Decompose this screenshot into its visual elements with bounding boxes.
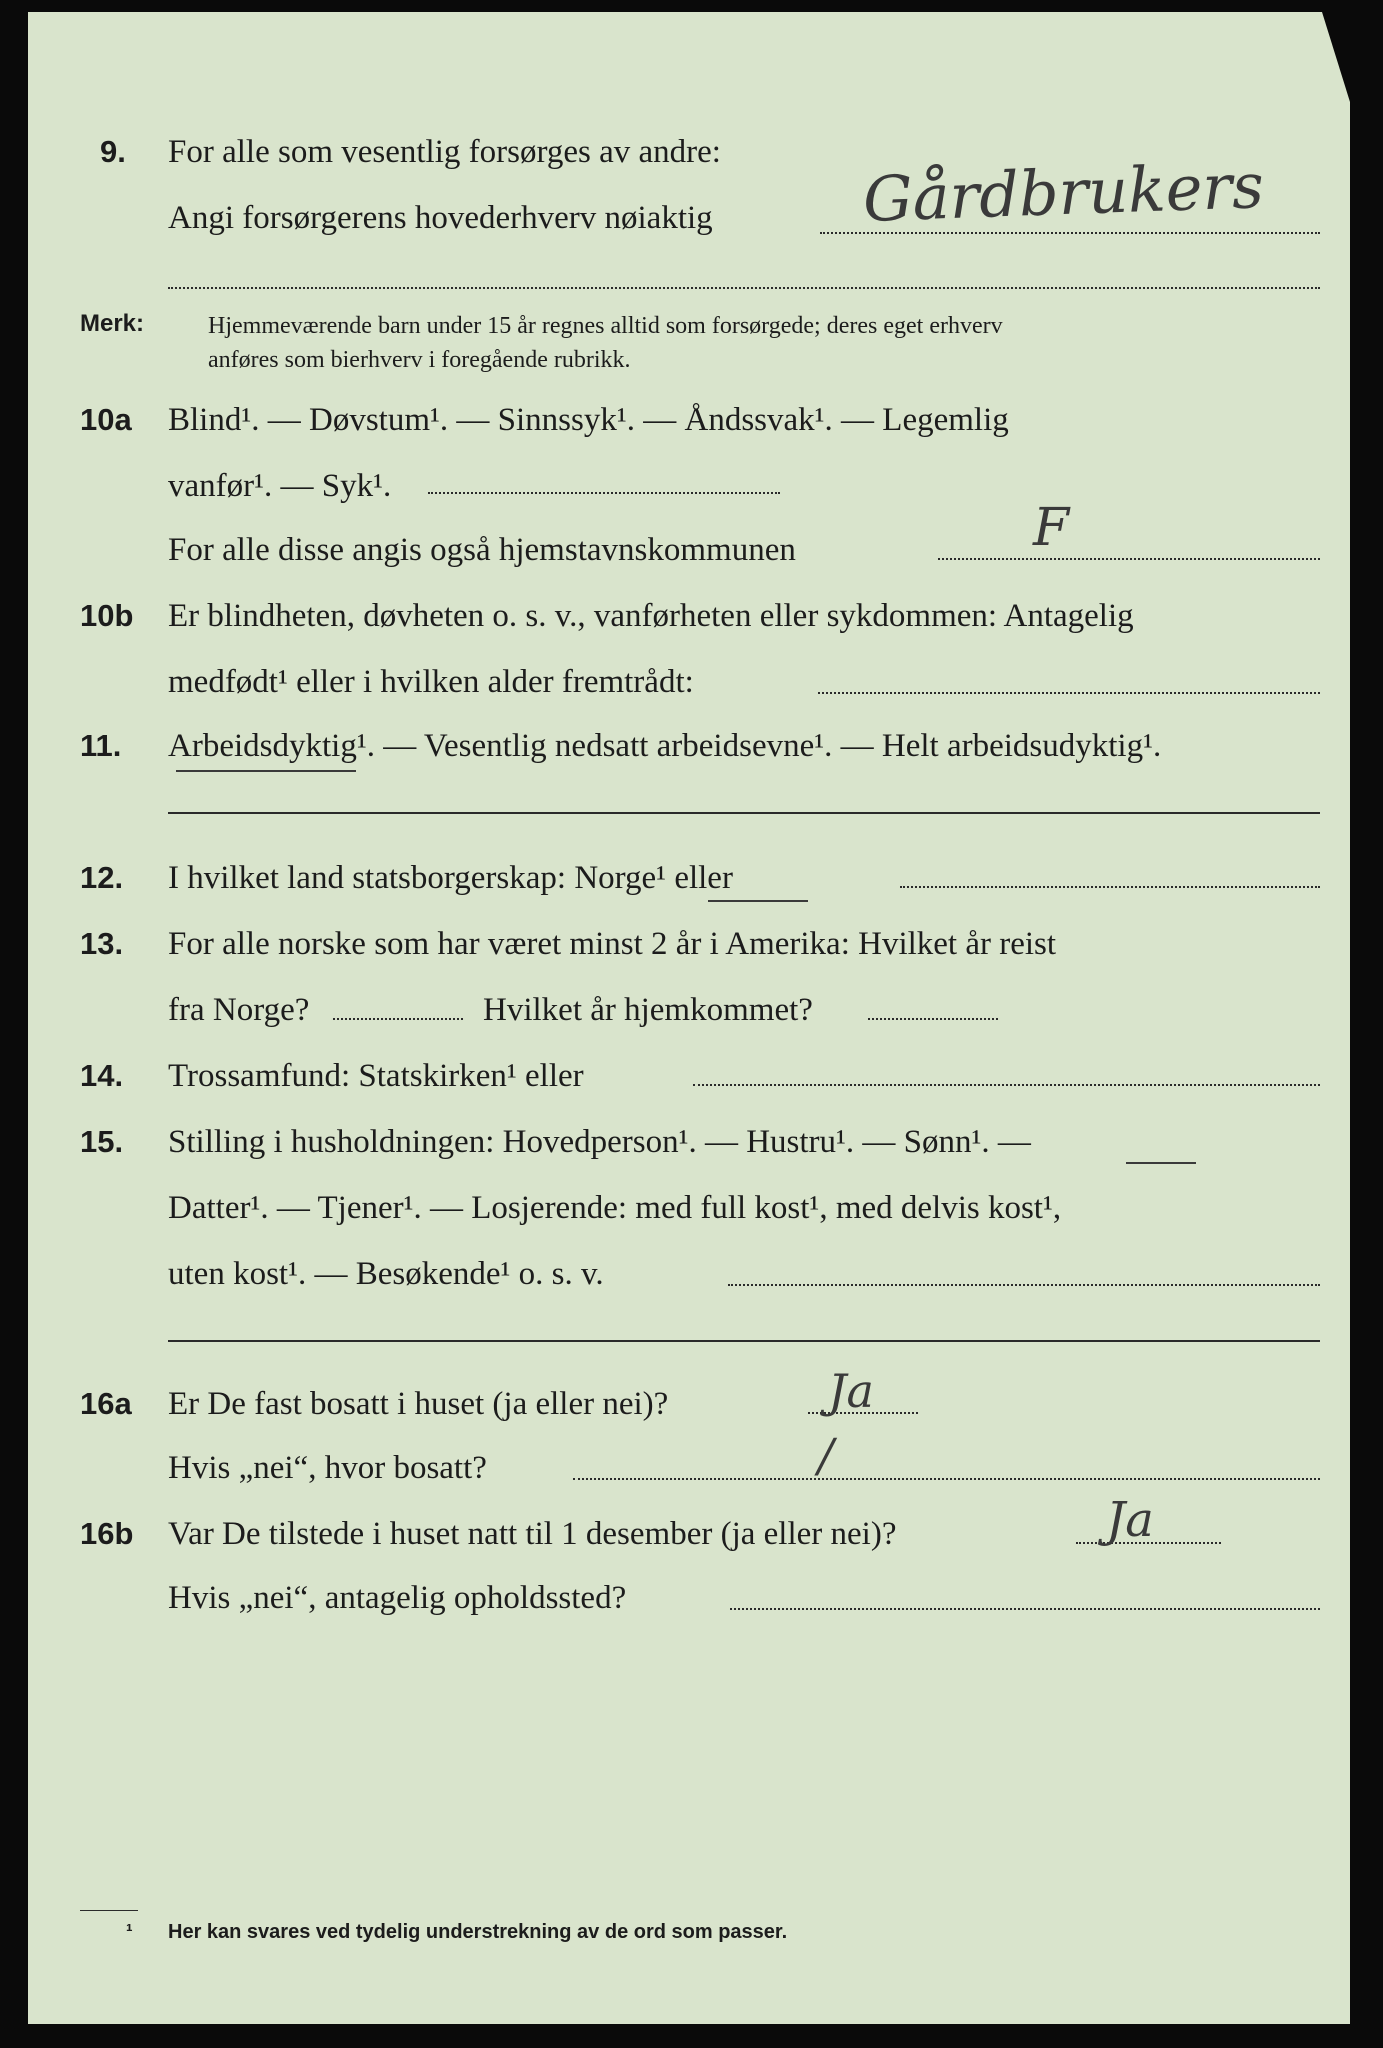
q9-handwritten-answer: Gårdbrukers xyxy=(861,149,1265,236)
q12-number: 12. xyxy=(80,860,124,895)
footnote-separator xyxy=(80,1910,138,1911)
footnote-text: Her kan svares ved tydelig understrekning av de ord som passer. xyxy=(168,1921,788,1943)
merk-line2: anføres som bierhverv i foregående rubrikk. xyxy=(208,347,631,373)
q9-extra-line xyxy=(168,287,1320,289)
q14-answer-line xyxy=(693,1084,1320,1086)
q13-line2b: Hvilket år hjemkommet? xyxy=(483,992,813,1028)
q13-line1: For alle norske som har været minst 2 år i Amerika: Hvilket år reist xyxy=(168,926,1057,962)
q16a-residence-line xyxy=(573,1478,1320,1480)
q16a-line2: Hvis „nei“, hvor bosatt? xyxy=(168,1450,487,1486)
q16a-line1: Er De fast bosatt i huset (ja eller nei)? xyxy=(168,1386,669,1422)
merk-line1: Hjemmeværende barn under 15 år regnes alltid som forsørgede; deres eget erhverv xyxy=(208,313,1003,339)
q13-year-returned-line xyxy=(868,1018,998,1020)
q16b-whereabouts-line xyxy=(730,1608,1320,1610)
q16b-number: 16b xyxy=(80,1516,134,1551)
q16a-number: 16a xyxy=(80,1386,132,1421)
section-divider-2 xyxy=(168,1340,1320,1342)
q10a-number: 10a xyxy=(80,402,132,437)
q13-year-left-line xyxy=(333,1018,463,1020)
q14-line1: Trossamfund: Statskirken¹ eller xyxy=(168,1058,584,1094)
q10b-line1: Er blindheten, døvheten o. s. v., vanførheten eller sykdommen: Antagelig xyxy=(168,598,1134,634)
merk-label: Merk: xyxy=(80,310,145,337)
q10a-line3: For alle disse angis også hjemstavnskommunen xyxy=(168,532,796,568)
q13-line2a: fra Norge? xyxy=(168,992,310,1028)
page-corner-fold xyxy=(1322,12,1350,102)
q10a-answer-line xyxy=(938,558,1320,560)
q10a-line1: Blind¹. — Døvstum¹. — Sinnssyk¹. — Åndssvak¹. — Legemlig xyxy=(168,402,1009,438)
q15-line1: Stilling i husholdningen: Hovedperson¹. — Hustru¹. — Sønn¹. — xyxy=(168,1124,1031,1160)
q10a-handwritten-answer: F xyxy=(1033,498,1070,558)
footnote-mark: ¹ xyxy=(126,1921,133,1943)
q15-line3: uten kost¹. — Besøkende¹ o. s. v. xyxy=(168,1256,604,1292)
q10a-line2: vanfør¹. — Syk¹. xyxy=(168,468,392,504)
q15-answer-underline xyxy=(1126,1162,1196,1164)
q11-number: 11. xyxy=(80,728,122,763)
q15-number: 15. xyxy=(80,1124,124,1159)
q10b-answer-line xyxy=(818,692,1320,694)
q12-answer-underline xyxy=(708,900,808,902)
q15-answer-line xyxy=(728,1284,1320,1286)
q9-number: 9. xyxy=(100,134,126,169)
q16b-line1: Var De tilstede i huset natt til 1 desember (ja eller nei)? xyxy=(168,1516,897,1552)
q16b-line2: Hvis „nei“, antagelig opholdssted? xyxy=(168,1580,627,1616)
q10b-number: 10b xyxy=(80,598,134,633)
section-divider-1 xyxy=(168,812,1320,814)
q12-answer-line xyxy=(900,886,1320,888)
q10a-syk-line xyxy=(428,492,780,494)
q13-number: 13. xyxy=(80,926,124,961)
q16a-handwritten-mark: / xyxy=(818,1428,834,1482)
q16a-handwritten-answer: Ja xyxy=(828,1364,874,1418)
q15-line2: Datter¹. — Tjener¹. — Losjerende: med full kost¹, med delvis kost¹, xyxy=(168,1190,1062,1226)
q12-line1: I hvilket land statsborgerskap: Norge¹ eller xyxy=(168,860,733,896)
q11-line1: Arbeidsdyktig¹. — Vesentlig nedsatt arbeidsevne¹. — Helt arbeidsudyktig¹. xyxy=(168,728,1162,764)
q11-answer-underline xyxy=(176,770,356,772)
q9-line1: For alle som vesentlig forsørges av andre: xyxy=(168,134,721,170)
q9-line2: Angi forsørgerens hovederhverv nøiaktig xyxy=(168,200,713,236)
q16b-handwritten-answer: Ja xyxy=(1106,1492,1154,1548)
q14-number: 14. xyxy=(80,1058,124,1093)
census-form-page xyxy=(28,12,1350,2024)
q10b-line2: medfødt¹ eller i hvilken alder fremtrådt: xyxy=(168,664,694,700)
